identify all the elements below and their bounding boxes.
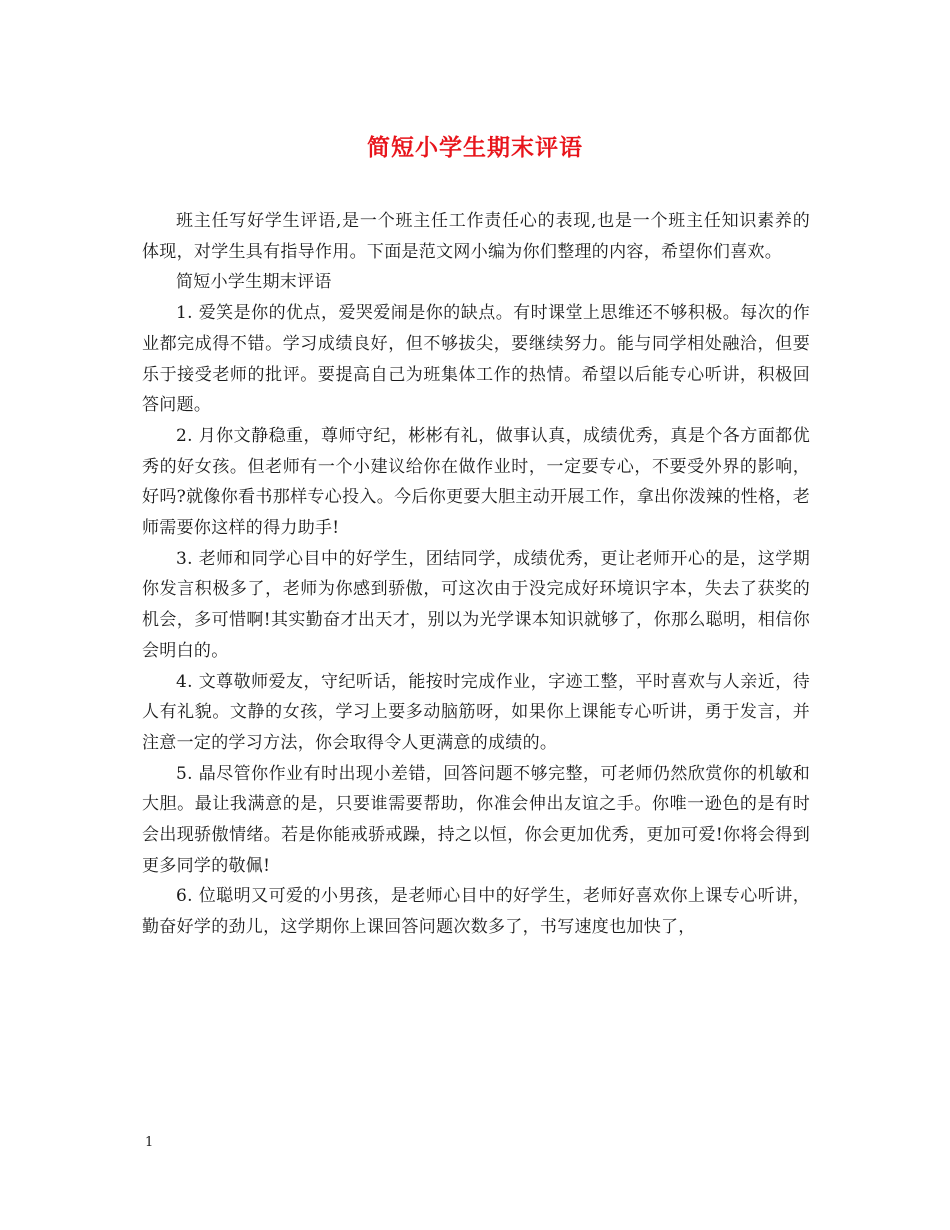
comment-paragraph-3: 3. 老师和同学心目中的好学生，团结同学，成绩优秀，更让老师开心的是，这学期你发言积极多了，老师为你感到骄傲，可这次由于没完成好环境识字本，失去了获奖的机会，多可惜啊!其实勤奋才出天才，别以为光学课本知识就够了，你那么聪明，相信你会明白的。 bbox=[142, 548, 810, 661]
comment-paragraph-4: 4. 文尊敬师爱友，守纪听话，能按时完成作业，字迹工整，平时喜欢与人亲近，待人有礼貌。文静的女孩，学习上要多动脑筋呀，如果你上课能专心听讲，勇于发言，并注意一定的学习方法，你会取得令人更满意的成绩的。 bbox=[142, 671, 810, 753]
comment-paragraph-5: 5. 晶尽管你作业有时出现小差错，回答问题不够完整，可老师仍然欣赏你的机敏和大胆。最让我满意的是，只要谁需要帮助，你准会伸出友谊之手。你唯一逊色的是有时会出现骄傲情绪。若是你能戒骄戒躁，持之以恒，你会更加优秀，更加可爱!你将会得到更多同学的敬佩! bbox=[142, 763, 810, 876]
comment-paragraph-1: 1. 爱笑是你的优点，爱哭爱闹是你的缺点。有时课堂上思维还不够积极。每次的作业都完成得不错。学习成绩良好，但不够拔尖，要继续努力。能与同学相处融洽，但要乐于接受老师的批评。要提高自己为班集体工作的热情。希望以后能专心听讲，积极回答问题。 bbox=[142, 303, 810, 416]
section-heading: 简短小学生期末评语 bbox=[176, 272, 332, 293]
comment-paragraph-2: 2. 月你文静稳重，尊师守纪，彬彬有礼，做事认真，成绩优秀，真是个各方面都优秀的好女孩。但老师有一个小建议给你在做作业时，一定要专心，不要受外界的影响，好吗?就像你看书那样专心投入。今后你更要大胆主动开展工作，拿出你泼辣的性格，老师需要你这样的得力助手! bbox=[142, 425, 810, 539]
document-body bbox=[142, 206, 810, 943]
page-number: 1 bbox=[145, 1135, 154, 1150]
intro-paragraph: 班主任写好学生评语,是一个班主任工作责任心的表现,也是一个班主任知识素养的体现，对学生具有指导作用。下面是范文网小编为你们整理的内容，希望你们喜欢。 bbox=[142, 211, 810, 262]
comment-paragraph-6: 6. 位聪明又可爱的小男孩，是老师心目中的好学生，老师好喜欢你上课专心听讲，勤奋好学的劲儿，这学期你上课回答问题次数多了，书写速度也加快了， bbox=[142, 886, 810, 938]
document-title: 简短小学生期末评语 bbox=[367, 134, 583, 161]
